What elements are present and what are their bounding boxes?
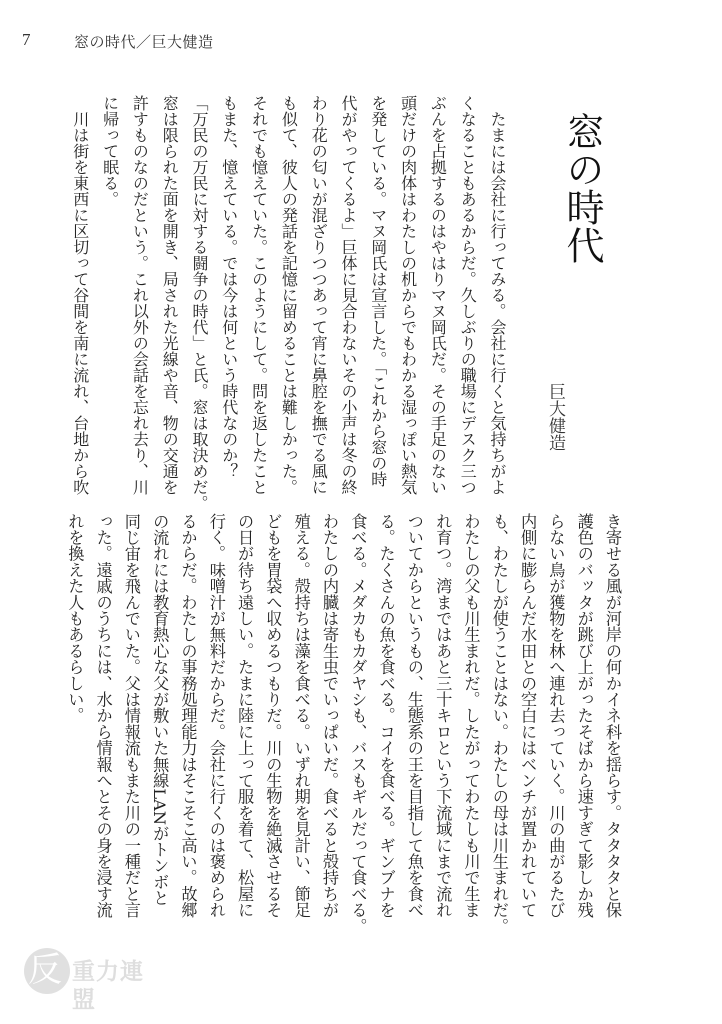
text-column: 行く。味噌汁が無料だからだ。会社に行くのは褒められ <box>206 513 226 918</box>
watermark-logo-glyph: 反 <box>28 950 62 990</box>
text-column: もまた、憶えている。では今は何という時代なのか？ <box>219 95 239 479</box>
page-number: 7 <box>22 30 31 49</box>
text-column: くなることもあるからだ。久しぶりの職場にデスク三つ <box>458 95 478 495</box>
author-name: 巨大健造 <box>545 383 565 451</box>
watermark-text: 重力連盟 <box>72 958 144 1013</box>
text-column: 食べる。メダカもカダヤシも、バスもギルだって食べる。 <box>348 513 368 935</box>
text-column: 川は街を東西に区切って谷間を南に流れ、台地から吹 <box>70 95 90 495</box>
text-column: 内側に膨らんだ水田との空白にはベンチが置かれていて <box>518 513 538 918</box>
text-column: れ育つ。湾まではあと三十キロという下流域にまで流れ <box>433 513 453 918</box>
story-title: 窓の時代 <box>560 112 604 264</box>
text-column: った。遠戚のうちには、水から情報へとその身を浸す流 <box>93 513 113 918</box>
running-title: 窓の時代／巨大健造 <box>74 33 214 51</box>
text-column: それでも憶えていた。このようにして。問を返したこと <box>249 95 269 495</box>
text-column: たまには会社に行ってみる。会社に行くと気持ちがよ <box>488 95 507 495</box>
text-column: も似て、彼人の発話を記憶に留めることは難しかった。 <box>279 95 299 495</box>
text-column: 「万民の万民に対する闘争の時代」と氏。窓は取決めだ。 <box>190 95 209 511</box>
text-column: どもを胃袋へ収めるつもりだ。川の生物を絶滅させるそ <box>263 513 283 918</box>
text-column: き寄せる風が河岸の何かイネ科を揺らす。タタタタと保 <box>603 513 622 918</box>
text-column: 殖える。殻持ちは藻を食べる。いずれ期を見計い、節足 <box>291 513 311 918</box>
text-column: 同じ宙を飛んでいた。父は情報流もまた川の一種だと言 <box>121 513 141 918</box>
text-column: の日が待ち遠しい。たまに陸に上って服を着て、松屋に <box>235 513 255 918</box>
text-column: わたしの父も川生まれだ。したがってわたしも川で生ま <box>461 513 481 918</box>
publisher-watermark <box>24 948 164 1013</box>
text-column: を発している。マヌ岡氏は宣言した。「これから窓の時 <box>368 95 388 487</box>
text-column: るからだ。わたしの事務処理能力はそこそこ高い。故郷 <box>178 513 198 918</box>
text-column: れを換えた人もあるらしい。 <box>65 513 85 724</box>
text-column: ぶんを占拠するのはやはりマヌ岡氏だ。その手足のない <box>428 95 448 495</box>
text-column: る。たくさんの魚を食べる。コイを食べる。ギンブナを <box>376 513 396 918</box>
text-column: 窓は限られた面を開き、局された光線や音、物の交通を <box>160 95 180 495</box>
text-column: の流れには教育熱心な父が敷いた無線LANがトンボと <box>150 513 170 907</box>
text-column: 護色のバッタが跳び上がったそばから速すぎて影しか残 <box>574 513 594 918</box>
text-column: ついてからというもの、生態系の王を目指して魚を食べ <box>404 513 424 918</box>
text-column: 代がやってくるよ」巨体に見合わないその小声は冬の終 <box>339 95 358 495</box>
text-column: らない鳥が獲物を林へ連れ去っていく。川の曲がるたび <box>546 513 566 918</box>
text-column: に帰って眠る。 <box>100 95 120 207</box>
text-column: 許すものなのだという。これ以外の会話を忘れ去り、川 <box>130 95 150 495</box>
text-column: わり花の匂いが混ざりつつあって宵に鼻腔を撫でる風に <box>309 95 329 495</box>
text-column: 頭だけの肉体はわたしの机からでもわかる湿っぽい熱気 <box>398 95 418 495</box>
text-column: わたしの内臓は寄生虫でいっぱいだ。食べると殻持ちが <box>320 513 339 918</box>
text-column: も、わたしが使うことはない。わたしの母は川生まれだ。 <box>489 513 509 935</box>
